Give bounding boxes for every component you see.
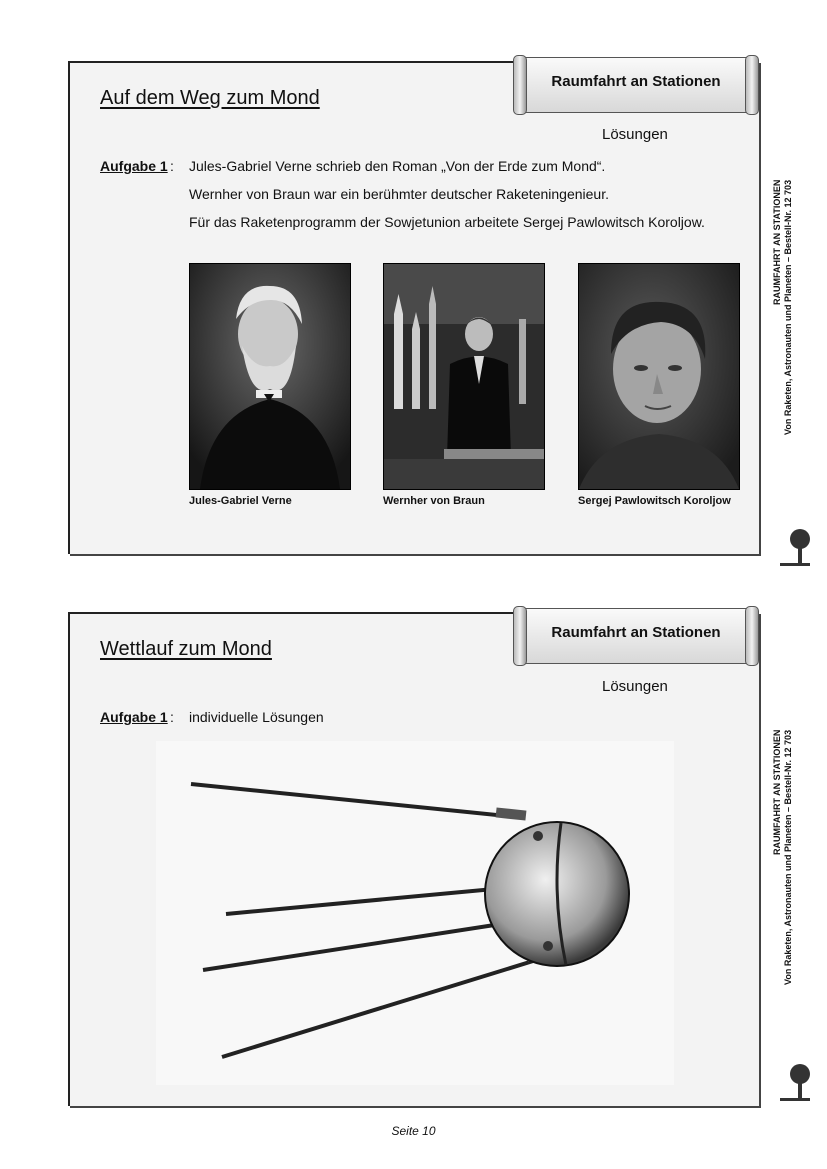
banner-label: Raumfahrt an Stationen xyxy=(551,73,721,90)
photo-verne xyxy=(189,263,351,490)
card-title: Wettlauf zum Mond xyxy=(100,638,272,660)
banner-scroll xyxy=(513,606,759,666)
task-colon: : xyxy=(170,709,174,725)
task-line-1: Jules-Gabriel Verne schrieb den Roman „Von der Erde zum Mond“. xyxy=(189,158,606,174)
publisher-logo xyxy=(778,1062,812,1104)
side-publisher-info: RAUMFAHRT AN STATIONEN Von Raketen, Astronauten und Planeten – Bestell-Nr. 12 703 xyxy=(772,730,793,986)
caption-verne: Jules-Gabriel Verne xyxy=(189,495,292,507)
card-title: Auf dem Weg zum Mond xyxy=(100,87,320,109)
loesungen-label: Lösungen xyxy=(602,678,668,695)
task-line-2: Wernher von Braun war ein berühmter deutscher Raketeningenieur. xyxy=(189,186,609,202)
publisher-logo xyxy=(778,527,812,569)
sputnik-illustration xyxy=(156,741,674,1085)
task-colon: : xyxy=(170,158,174,174)
photo-koroljow xyxy=(578,263,740,490)
banner-scroll xyxy=(513,55,759,115)
photo-von-braun xyxy=(383,263,545,490)
loesungen-label: Lösungen xyxy=(602,126,668,143)
banner-label: Raumfahrt an Stationen xyxy=(551,624,721,641)
caption-koroljow: Sergej Pawlowitsch Koroljow xyxy=(578,495,731,507)
side-publisher-info: RAUMFAHRT AN STATIONEN Von Raketen, Astronauten und Planeten – Bestell-Nr. 12 703 xyxy=(772,180,793,436)
page-number: Seite 10 xyxy=(391,1124,436,1138)
task-label: Aufgabe 1 xyxy=(100,158,168,174)
caption-von-braun: Wernher von Braun xyxy=(383,495,485,507)
task-text: individuelle Lösungen xyxy=(189,709,324,725)
task-line-3: Für das Raketenprogramm der Sowjetunion arbeitete Sergej Pawlowitsch Koroljow. xyxy=(189,214,705,230)
task-label: Aufgabe 1 xyxy=(100,709,168,725)
